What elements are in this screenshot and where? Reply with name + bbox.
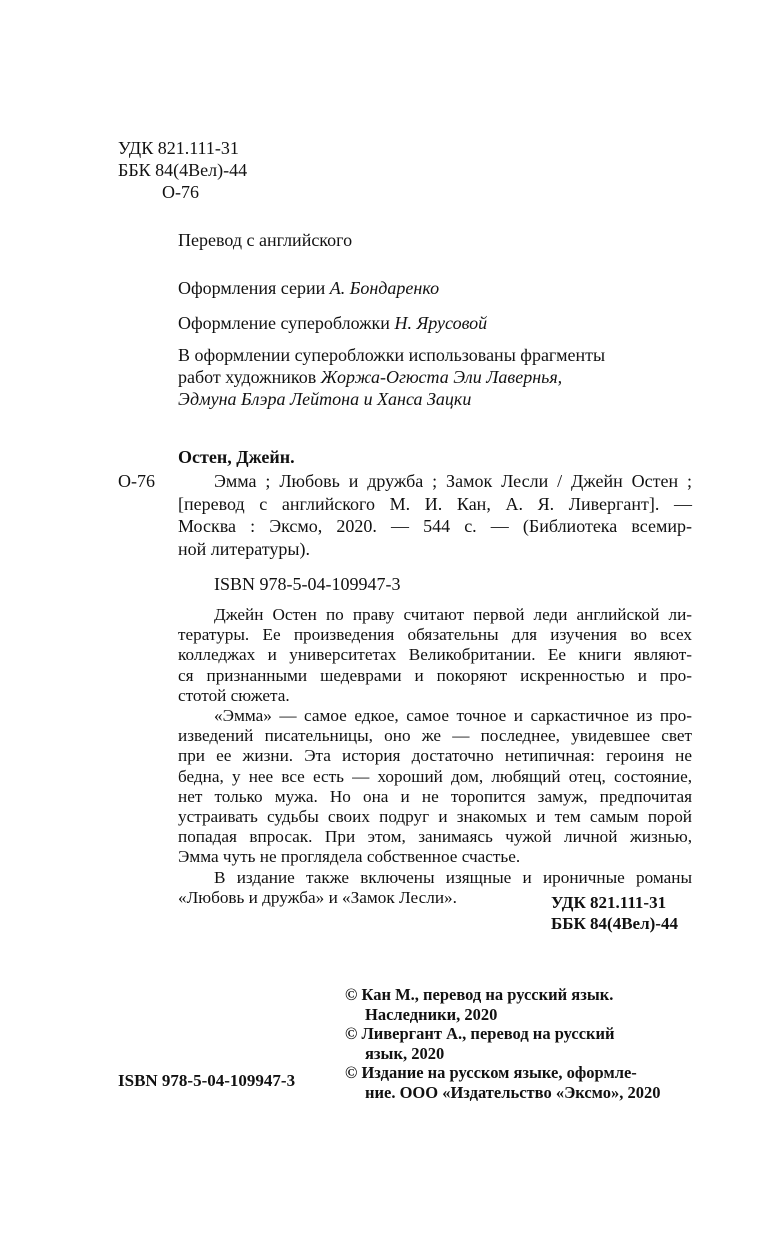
copyright-line: ние. ООО «Издательство «Эксмо», 2020	[365, 1082, 661, 1102]
bbk-code: ББК 84(4Вел)-44	[118, 160, 248, 180]
bottom-udk-code: УДК 821.111-31	[551, 893, 667, 912]
copyright-line: © Издание на русском языке, оформле-	[345, 1063, 637, 1083]
isbn-line: ISBN 978-5-04-109947-3	[214, 574, 401, 594]
annotation-line: В издание также включены изящные и ироничные романы	[214, 867, 692, 887]
annotation-line: колледжах и университетах Великобритании. Ее книги являют-	[178, 645, 692, 665]
annotation-line: устраивать судьбы своих подруг и знакомых и тем самым порой	[178, 807, 692, 827]
translation-note: Перевод с английского	[178, 230, 353, 250]
jacket-design-label: Оформление суперобложки	[178, 313, 390, 333]
copyright-line: © Кан М., перевод на русский язык.	[345, 985, 614, 1004]
annotation-line: при ее жизни. Эта история достаточно нетипичная: героиня не	[178, 746, 692, 766]
annotation-line: тературы. Ее произведения обязательны для изучения во всех	[178, 625, 692, 645]
fragments-note-line2	[178, 366, 562, 388]
annotation-line: стотой сюжета.	[178, 685, 290, 705]
jacket-design-name: Н. Ярусовой	[394, 313, 488, 333]
annotation-line: нет только мужа. Но она и не торопится замуж, предпочитая	[178, 786, 692, 806]
author-sign: О-76	[162, 182, 199, 202]
bib-line: Москва : Эксмо, 2020. — 544 с. — (Библиотека всемир-	[178, 516, 692, 536]
copyright-line: язык, 2020	[365, 1043, 445, 1063]
annotation-line: Эмма чуть не проглядела собственное счастье.	[178, 847, 521, 867]
series-design-credit	[178, 277, 439, 299]
fragments-note-prefix: работ художников	[178, 367, 317, 387]
bottom-isbn: ISBN 978-5-04-109947-3	[118, 1071, 296, 1090]
annotation-line: «Эмма» — самое едкое, самое точное и саркастичное из про-	[214, 706, 692, 726]
annotation-line: ся признанными шедеврами и покоряют искренностью и про-	[178, 665, 692, 685]
series-design-name: А. Бондаренко	[329, 278, 440, 298]
bib-line: ной литературы).	[178, 538, 310, 559]
annotation-line: «Любовь и дружба» и «Замок Лесли».	[178, 887, 457, 907]
side-author-sign: О-76	[118, 471, 155, 491]
annotation-line: Джейн Остен по праву считают первой леди английской ли-	[214, 605, 692, 624]
annotation-line: изведений писательницы, оно же — последнее, увидевшее свет	[178, 726, 692, 746]
jacket-design-credit	[178, 312, 487, 334]
bottom-bbk-code: ББК 84(4Вел)-44	[551, 914, 678, 933]
author-heading: Остен, Джейн.	[178, 447, 295, 467]
copyright-line: Наследники, 2020	[365, 1004, 498, 1024]
fragments-note-line3: Эдмуна Блэра Лейтона и Ханса Зацки	[178, 389, 472, 409]
fragments-note-line1: В оформлении суперобложки использованы фрагменты	[178, 345, 606, 365]
fragments-note-artists: Жоржа-Огюста Эли Лавернья,	[320, 367, 563, 387]
annotation-line: бедна, у нее все есть — хороший дом, любящий отец, состояние,	[178, 766, 692, 786]
bib-line: Эмма ; Любовь и дружба ; Замок Лесли / Джейн Остен ;	[214, 471, 692, 491]
bibliographic-description	[178, 470, 692, 560]
annotation	[178, 605, 692, 908]
copyright-line: © Ливергант А., перевод на русский	[345, 1024, 615, 1044]
copyright-notices	[345, 985, 690, 1103]
bib-line: [перевод с английского М. И. Кан, А. Я. Ливергант]. —	[178, 493, 692, 514]
annotation-line: попадая впросак. При этом, занимаясь чужой личной жизнью,	[178, 827, 692, 847]
series-design-label: Оформления серии	[178, 278, 326, 298]
udk-code: УДК 821.111-31	[118, 138, 239, 158]
